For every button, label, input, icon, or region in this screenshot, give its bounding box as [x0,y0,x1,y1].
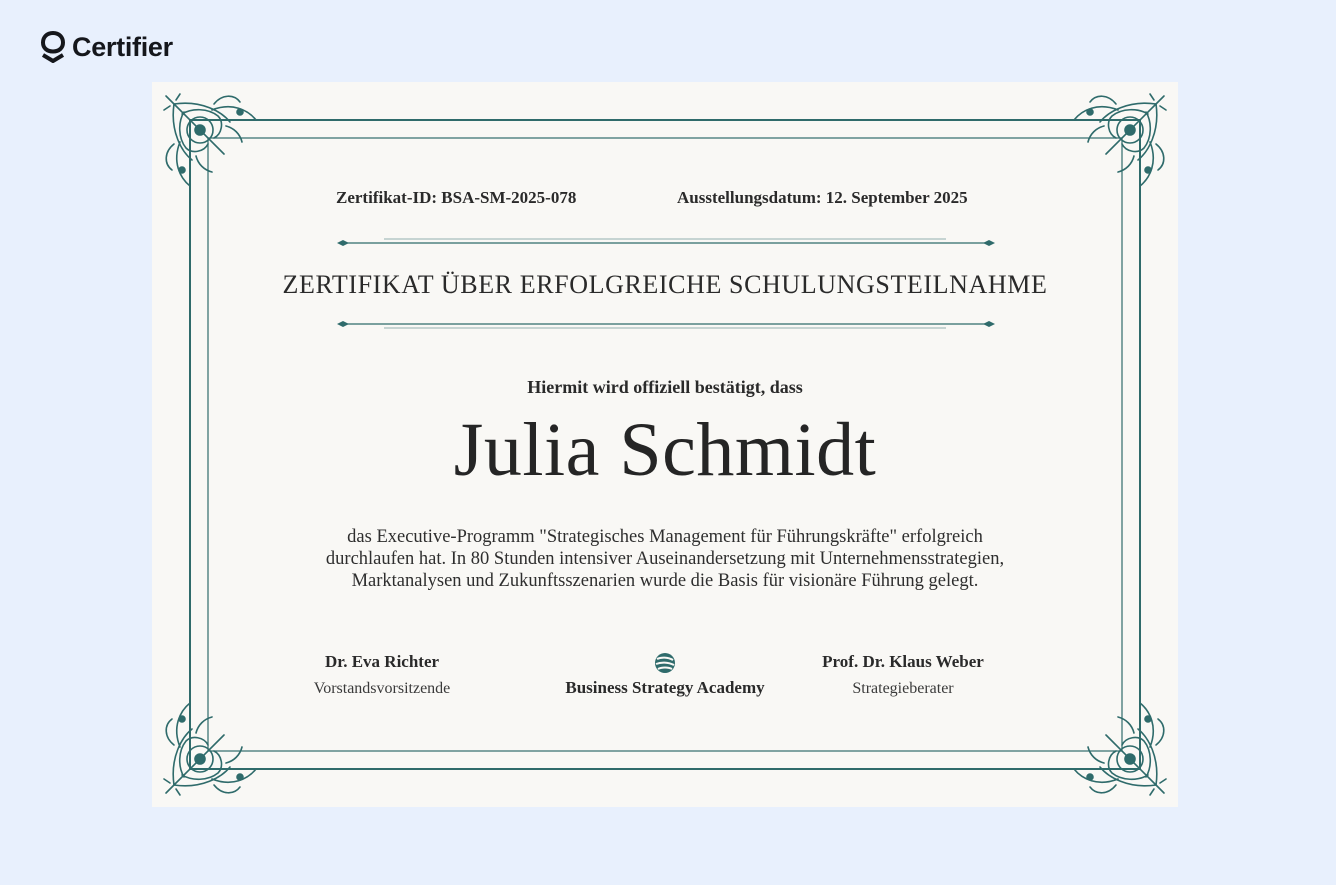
certificate-title: ZERTIFIKAT ÜBER ERFOLGREICHE SCHULUNGSTEILNAHME [282,270,1048,299]
description-line: durchlaufen hat. In 80 Stunden intensiver Auseinandersetzung mit Unternehmensstrategien, [325,549,1005,569]
academy-name: Business Strategy Academy [565,678,765,697]
title-rule-top [337,239,995,246]
academy-block [535,652,795,698]
confirmation-intro: Hiermit wird offiziell bestätigt, dass [527,377,803,397]
signer-name: Dr. Eva Richter [324,652,440,671]
description-line: Marktanalysen und Zukunftsszenarien wurde die Basis für visionäre Führung gelegt. [351,571,979,591]
brand-name: Certifier [72,31,173,62]
signer-role: Strategieberater [852,680,954,697]
certifier-logo-icon [40,30,66,64]
signature-right [783,652,1023,698]
signature-left [262,652,502,698]
recipient-name: Julia Schmidt [453,408,877,492]
issue-date: Ausstellungsdatum: 12. September 2025 [677,188,968,207]
certificate [152,82,1178,807]
program-description [242,526,1088,592]
signer-name: Prof. Dr. Klaus Weber [822,652,984,671]
certificate-id: Zertifikat-ID: BSA-SM-2025-078 [336,188,577,207]
signer-role: Vorstandsvorsitzende [313,680,451,697]
description-line: das Executive-Programm "Strategisches Management für Führungskräfte" erfolgreich [347,527,983,547]
academy-logo-icon [654,652,676,674]
title-rule-bottom [337,321,995,328]
certifier-brand[interactable] [40,30,173,64]
